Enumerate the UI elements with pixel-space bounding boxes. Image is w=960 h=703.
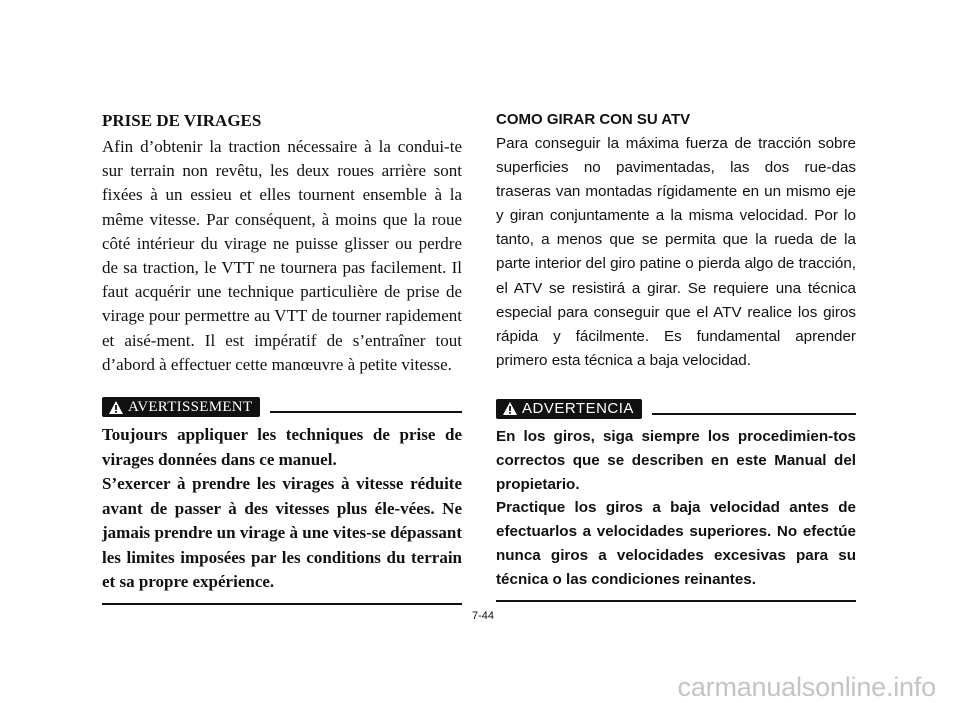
warning-rule-es	[652, 413, 856, 415]
warning-badge-fr	[102, 397, 260, 417]
warning-bottom-rule-es	[496, 600, 856, 602]
french-column	[102, 110, 462, 605]
body-text-es: Para conseguir la máxima fuerza de tracción sobre superficies no pavimentadas, las dos rue-das traseras van montadas rígidamente en un mismo eje y giran conjuntamente a la misma velocidad. Por lo tanto, a menos que se permita que la rueda de la parte interior del giro patine o pierda algo de tracción, el ATV se resistirá a girar. Se requiere una técnica especial para conseguir que el ATV realice los giros rápida y fácilmente. Es fundamental aprender primero esta técnica a baja velocidad.	[496, 135, 856, 369]
section-heading-fr: PRISE DE VIRAGES	[102, 111, 262, 130]
warning-text-fr-1: Toujours appliquer les techniques de prise de virages données dans ce manuel.	[102, 425, 462, 469]
warning-triangle-icon	[108, 400, 124, 415]
warning-triangle-icon	[502, 401, 518, 416]
warning-header-fr	[102, 397, 462, 417]
warning-label-fr: AVERTISSEMENT	[128, 398, 253, 415]
warning-text-es-1: En los giros, siga siempre los procedimien-tos correctos que se describen en este Manual del propietario.	[496, 427, 856, 493]
warning-label-es: ADVERTENCIA	[522, 400, 634, 418]
spanish-column	[496, 110, 856, 602]
warning-badge-es	[496, 399, 642, 419]
watermark: carmanualsonline.info	[677, 672, 936, 702]
warning-text-fr-2: S’exercer à prendre les virages à vitesse réduite avant de passer à des vitesses plus éle-vées. Ne jamais prendre un virage à une vites-se dépassant les limites imposées par les conditions du terrain et sa propre expérience.	[102, 474, 462, 592]
warning-bottom-rule-fr	[102, 603, 462, 605]
page-number: 7-44	[471, 610, 495, 622]
body-text-fr: Afin d’obtenir la traction nécessaire à la condui-te sur terrain non revêtu, les deux roues arrière sont fixées à un essieu et elles tournent ensemble à la même vitesse. Par conséquent, à moins que la roue côté intérieur du virage ne puisse glisser ou perdre de sa traction, le VTT ne tournera pas facilement. Il faut acquérir une technique particulière de prise de virage pour permettre au VTT de tourner rapidement et aisé-ment. Il est impératif de s’entraîner tout d’abord à effectuer cette manœuvre à petite vitesse.	[102, 137, 462, 374]
warning-rule-fr	[270, 411, 462, 413]
section-heading-es: COMO GIRAR CON SU ATV	[496, 111, 691, 128]
warning-text-es-2: Practique los giros a baja velocidad antes de efectuarlos a velocidades superiores. No efectúe nunca giros a velocidades excesivas para su técnica o las condiciones reinantes.	[496, 499, 856, 588]
warning-header-es	[496, 399, 856, 419]
